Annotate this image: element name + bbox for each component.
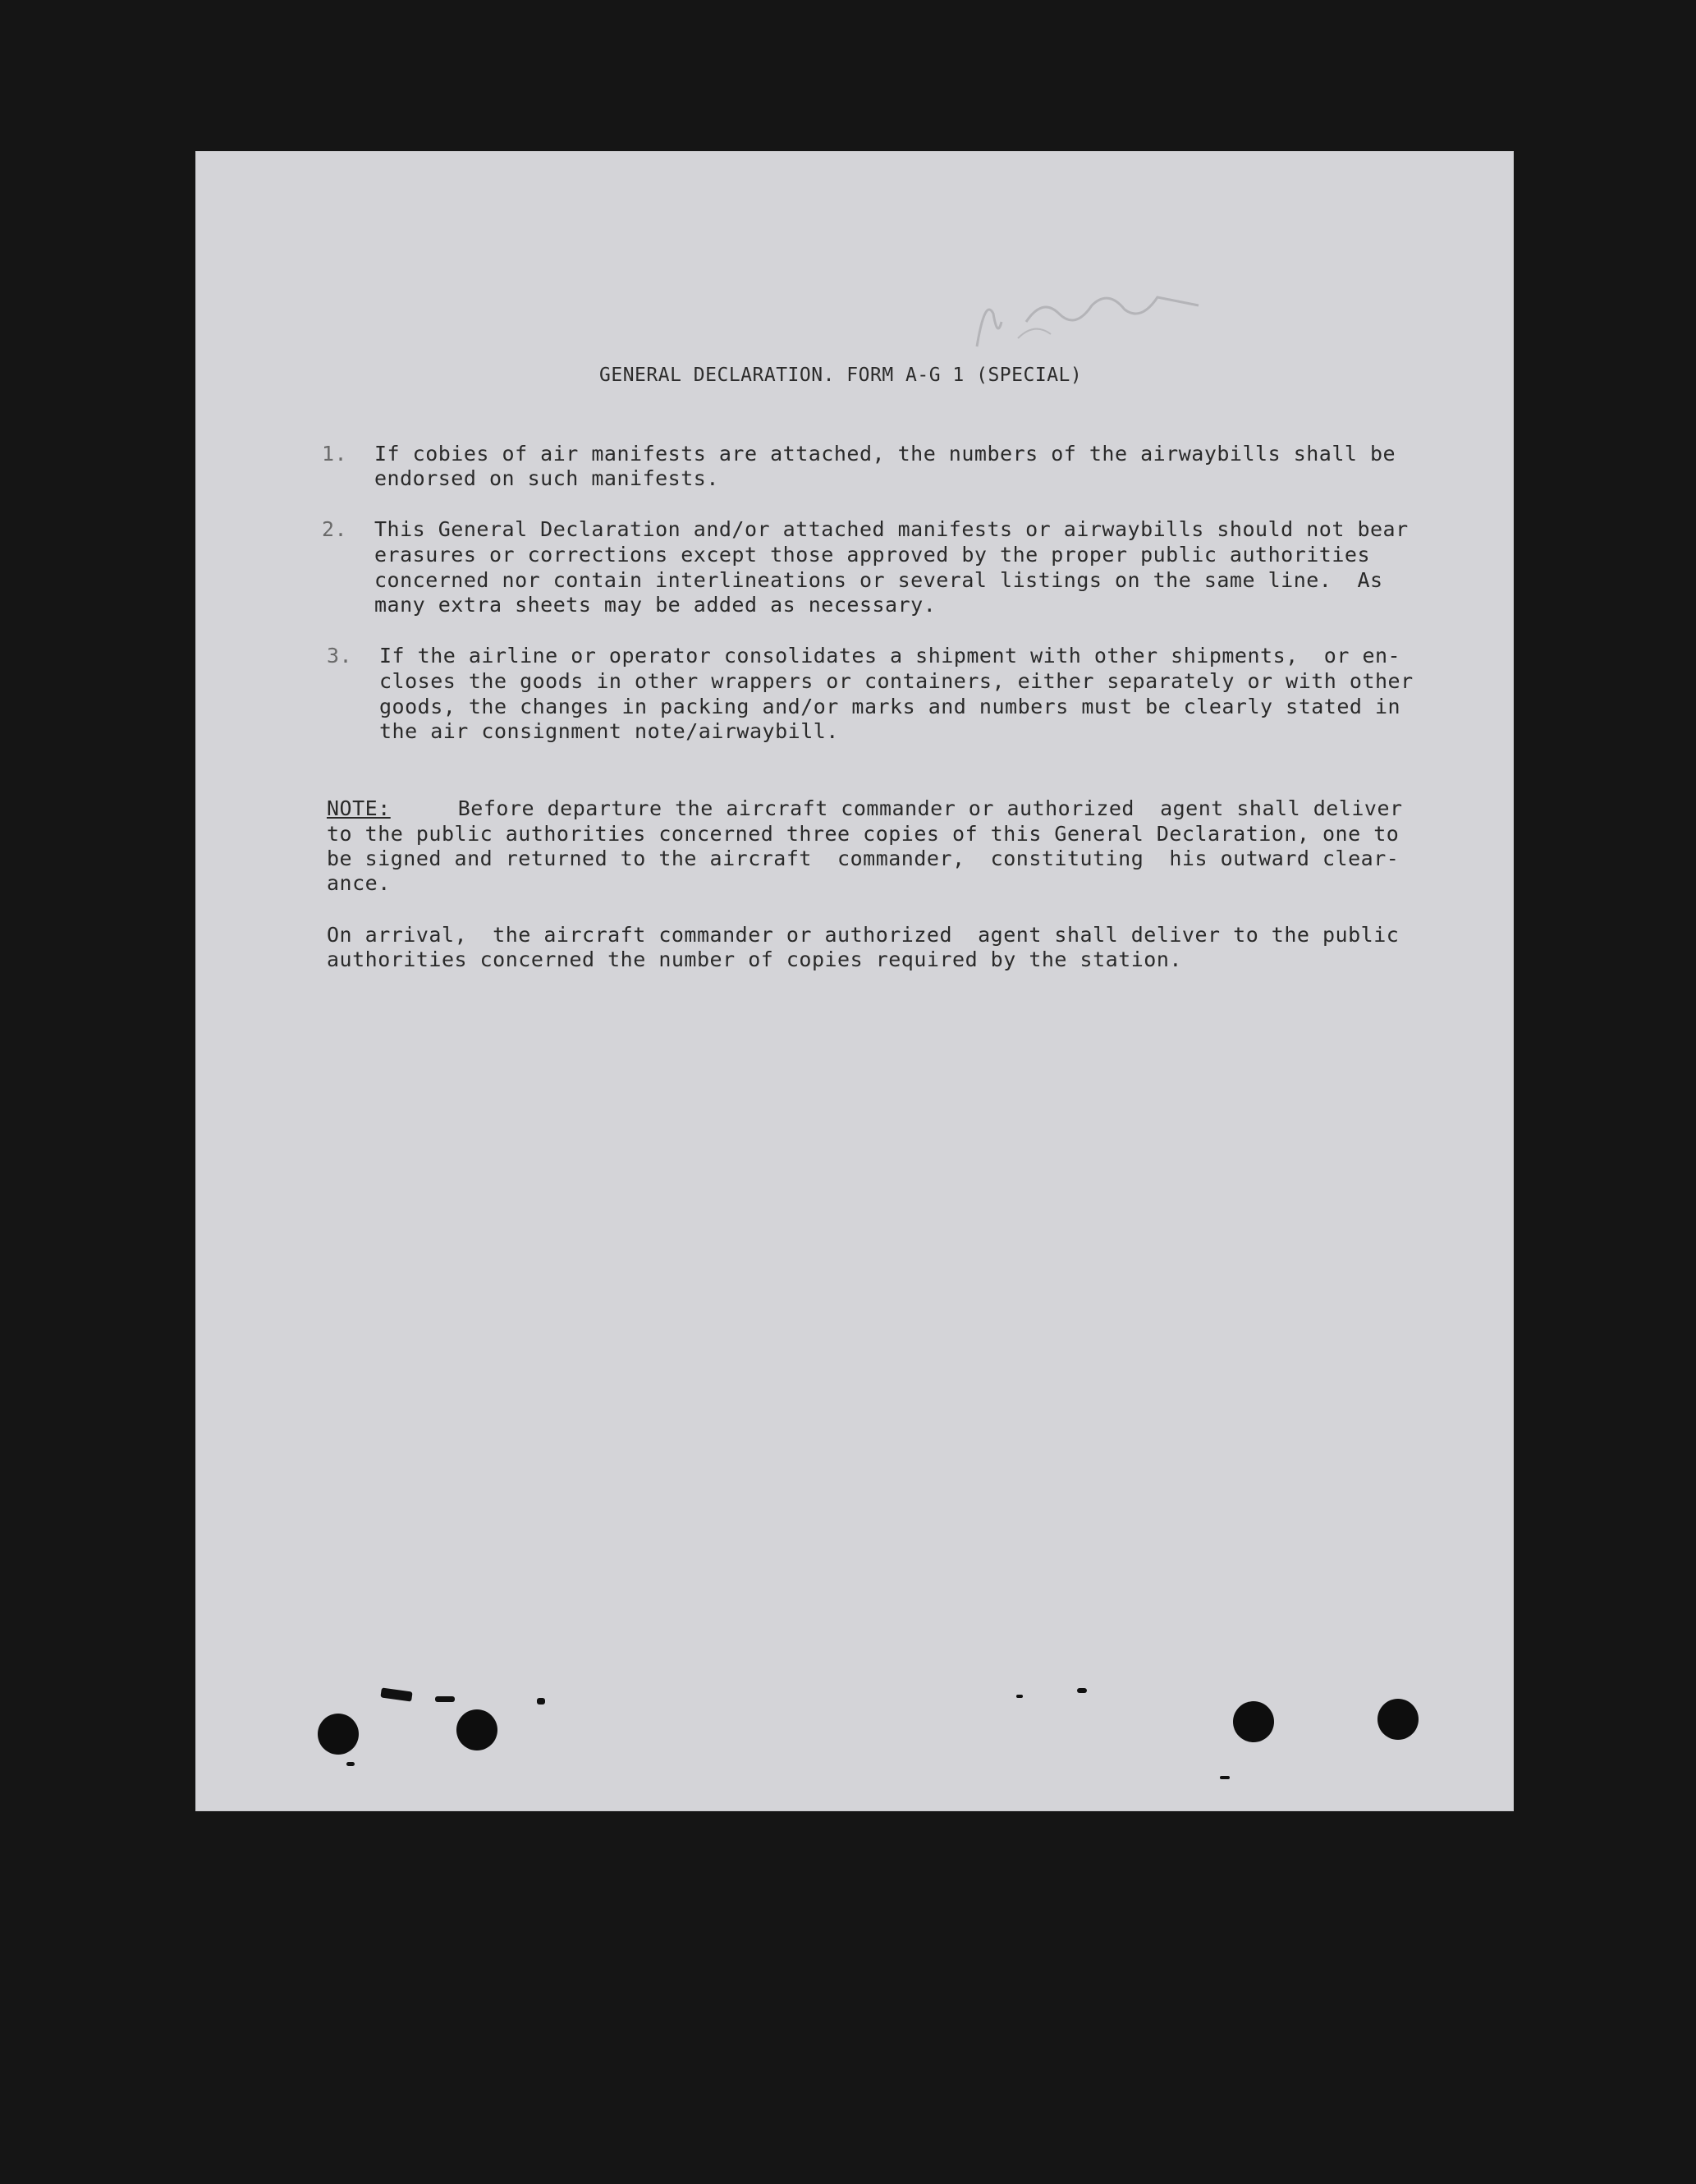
ink-speck [1220,1776,1230,1779]
item-3-line-2: closes the goods in other wrappers or containers, either separately or with other [379,669,1414,693]
item-3-number: 3. [327,644,353,668]
item-3-line-1: If the airline or operator consolidates a shipment with other shipments, or en- [379,644,1401,668]
ink-speck [537,1698,545,1705]
binder-hole [318,1714,359,1755]
item-1-number: 1. [322,442,348,466]
arrival-line-2: authorities concerned the number of copies required by the station. [327,947,1182,971]
binder-hole [1377,1699,1419,1740]
ink-speck [1077,1688,1087,1693]
document-page [195,151,1514,1811]
item-1-line-1: If cobies of air manifests are attached, the numbers of the airwaybills shall be [374,442,1396,466]
note-line-2: to the public authorities concerned three copies of this General Declaration, one to [327,822,1400,846]
item-2-line-2: erasures or corrections except those approved by the proper public authorities [374,543,1370,567]
item-2-line-3: concerned nor contain interlineations or several listings on the same line. As [374,568,1383,592]
binder-hole [1233,1701,1274,1742]
item-2-number: 2. [322,517,348,541]
note-label: NOTE: [327,796,391,820]
arrival-line-1: On arrival, the aircraft commander or authorized agent shall deliver to the public [327,923,1400,947]
note-line-4: ance. [327,871,391,895]
ink-speck [346,1762,355,1766]
document-title: GENERAL DECLARATION. FORM A-G 1 (SPECIAL) [599,365,1083,386]
note-line-3: be signed and returned to the aircraft commander, constituting his outward clear- [327,847,1400,870]
handwritten-mark [919,264,1215,363]
note-line-1: Before departure the aircraft commander or authorized agent shall deliver [394,796,1403,820]
item-2-line-4: many extra sheets may be added as necessary. [374,593,937,617]
binder-hole [456,1709,497,1750]
item-2-line-1: This General Declaration and/or attached manifests or airwaybills should not bear [374,517,1409,541]
item-3-line-4: the air consignment note/airwaybill. [379,719,839,743]
ink-speck [435,1696,455,1702]
item-3-line-3: goods, the changes in packing and/or marks and numbers must be clearly stated in [379,695,1401,718]
ink-speck [1016,1695,1023,1698]
item-1-line-2: endorsed on such manifests. [374,466,719,490]
